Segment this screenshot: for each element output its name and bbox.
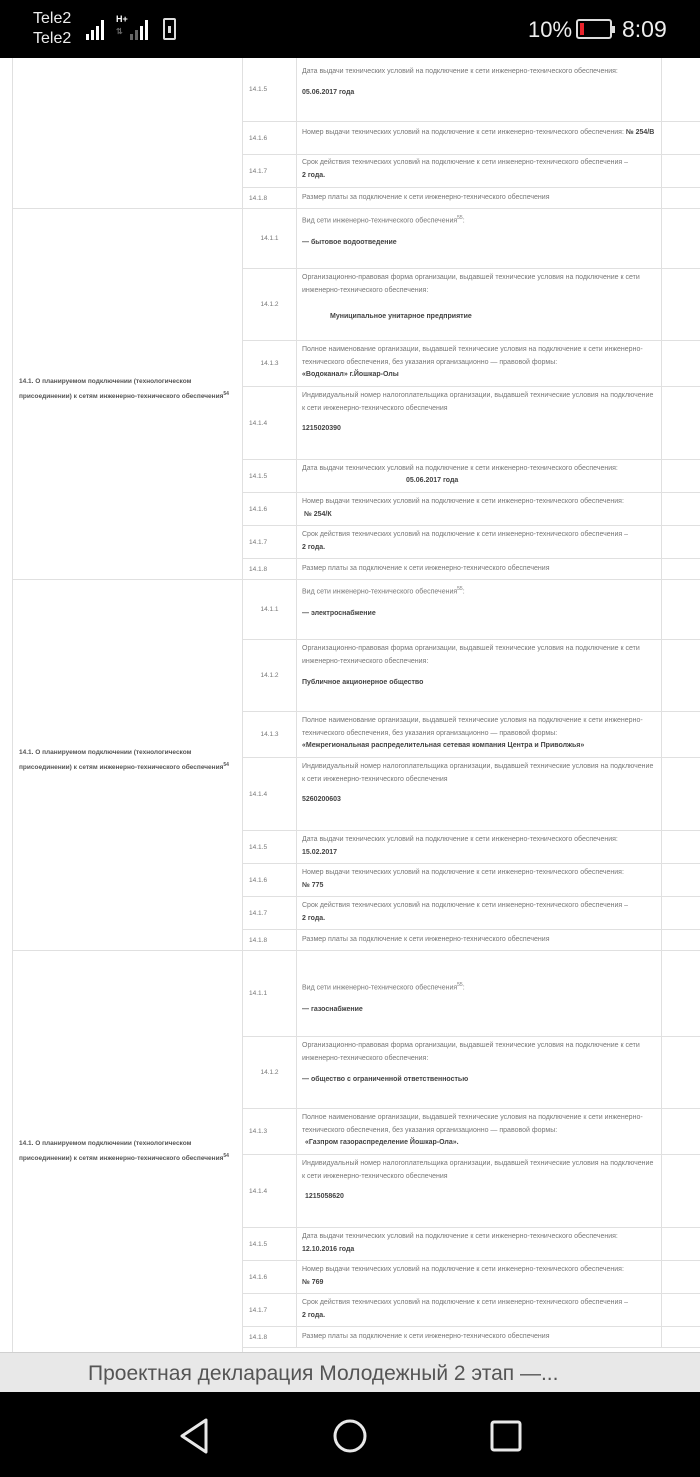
- row-value: 05.06.2017 года: [302, 88, 355, 96]
- row-text: Номер выдачи технических условий на подключение к сети инженерно-технического обеспечения: № 254/К: [297, 493, 662, 525]
- row-number: 14.1.4: [243, 758, 297, 830]
- row-number: 14.1.2: [243, 640, 297, 711]
- row-value: Публичное акционерное общество: [302, 679, 424, 686]
- row-number: 14.1.8: [243, 188, 297, 208]
- section-label: 14.1. О планируемом подключении (технологическом присоединении) к сетям инженерно-технического обеспечения$^{54}$: [19, 378, 229, 401]
- signal-icon-2: [130, 16, 148, 40]
- row-number: 14.1.2: [243, 269, 297, 340]
- row-number: 14.1.3: [243, 1109, 297, 1154]
- section-rows: [243, 209, 700, 580]
- row-number: 14.1.6: [243, 864, 297, 896]
- row-value: 1215020390: [302, 425, 341, 432]
- table-row: [243, 580, 700, 640]
- table-row: [243, 493, 700, 526]
- table-row: [243, 460, 700, 493]
- table-row: [243, 930, 700, 951]
- recents-icon[interactable]: [486, 1416, 526, 1456]
- document-view[interactable]: [0, 58, 700, 1352]
- row-text: Индивидуальный номер налогоплательщика организации, выдавшей технические условия на подключение к сети инженерно-технического обеспечения 5260200603: [297, 758, 662, 830]
- document-title-bar[interactable]: [0, 1352, 700, 1392]
- row-text: Полное наименование организации, выдавшей технические условия на подключение к сети инженерно-технического обеспечения, без указания организационно — правовой формы: «Межрегиональная распределительная сетевая компания Центра и Приволжья»: [297, 712, 662, 757]
- battery-icon: [576, 19, 612, 39]
- table-row: [243, 209, 700, 269]
- row-value: «Газпром газораспределение Йошкар-Ола».: [305, 1139, 459, 1146]
- row-text: Размер платы за подключение к сети инженерно-технического обеспечения: [297, 188, 662, 208]
- section-label: 14.1. О планируемом подключении (технологическом присоединении) к сетям инженерно-технического обеспечения$^{54}$: [19, 1140, 229, 1163]
- document-title: Проектная декларация Молодежный 2 этап —...: [88, 1362, 559, 1385]
- row-number: 14.1.1: [243, 209, 297, 268]
- home-icon[interactable]: [330, 1416, 370, 1456]
- section-label: 14.1. О планируемом подключении (технологическом присоединении) к сетям инженерно-технического обеспечения$^{54}$: [19, 749, 229, 772]
- table-section-2: [12, 579, 700, 950]
- section-label-cell: [12, 209, 243, 579]
- row-number: 14.1.3: [243, 712, 297, 757]
- table-row: [243, 526, 700, 559]
- row-value: 2 года.: [302, 543, 326, 551]
- table-row: [243, 1037, 700, 1109]
- table-row: [243, 1228, 700, 1261]
- carrier-1: Tele2: [33, 10, 72, 27]
- row-text: Номер выдачи технических условий на подключение к сети инженерно-технического обеспечения: № 775: [297, 864, 662, 896]
- row-value: 2 года.: [302, 171, 326, 179]
- row-number: 14.1.4: [243, 387, 297, 459]
- section-rows: [243, 580, 700, 951]
- table-row: [243, 155, 700, 188]
- table-section-1: [12, 208, 700, 579]
- row-value: 12.10.2016 года: [302, 1245, 355, 1253]
- row-number: 14.1.5: [243, 831, 297, 863]
- table-row: [243, 1261, 700, 1294]
- section-rows: [243, 951, 700, 1348]
- row-text: Срок действия технических условий на подключение к сети инженерно-технического обеспечения – 2 года.: [297, 1294, 662, 1326]
- row-number: 14.1.5: [243, 1228, 297, 1260]
- row-text: Индивидуальный номер налогоплательщика организации, выдавшей технические условия на подключение к сети инженерно-технического обеспечения 1215058620: [297, 1155, 662, 1227]
- row-number: 14.1.7: [243, 897, 297, 929]
- row-value: 05.06.2017 года: [406, 476, 459, 484]
- row-value: — электроснабжение: [302, 609, 376, 617]
- row-text: Вид сети инженерно-технического обеспечения$^{55}$: — бытовое водоотведение: [297, 209, 662, 268]
- table-row: [243, 831, 700, 864]
- row-text: Номер выдачи технических условий на подключение к сети инженерно-технического обеспечения: № 254/В: [297, 122, 662, 154]
- row-text: Организационно-правовая форма организации, выдавшей технические условия на подключение к сети инженерно-технического обеспечения: Публичное акционерное общество: [297, 640, 662, 711]
- section-label-cell: [12, 951, 243, 1352]
- table-row: [243, 864, 700, 897]
- row-number: 14.1.7: [243, 155, 297, 187]
- row-text: Размер платы за подключение к сети инженерно-технического обеспечения: [297, 1327, 662, 1347]
- row-value: 5260200603: [302, 796, 341, 803]
- row-value: № 254/К: [304, 510, 332, 518]
- back-icon[interactable]: [176, 1416, 216, 1456]
- table-row: [243, 269, 700, 341]
- table-row: [243, 1155, 700, 1228]
- table-row: [243, 712, 700, 758]
- row-text: Срок действия технических условий на подключение к сети инженерно-технического обеспечения – 2 года.: [297, 155, 662, 187]
- row-number: 14.1.6: [243, 1261, 297, 1293]
- row-text: Срок действия технических условий на подключение к сети инженерно-технического обеспечения – 2 года.: [297, 897, 662, 929]
- section-label-cell: [12, 580, 243, 950]
- row-value: 2 года.: [302, 914, 326, 922]
- signal-icon: [86, 16, 104, 40]
- row-value: Муниципальное унитарное предприятие: [330, 313, 472, 320]
- table-row: [243, 640, 700, 712]
- row-text: Вид сети инженерно-технического обеспечения$^{55}$: — газоснабжение: [297, 951, 662, 1036]
- row-text: Дата выдачи технических условий на подключение к сети инженерно-технического обеспечения: 05.06.2017 года: [297, 460, 662, 492]
- table-section-0: [12, 58, 700, 208]
- row-value: № 769: [302, 1278, 324, 1286]
- carrier-names: [33, 9, 71, 49]
- table-row: [243, 58, 700, 122]
- row-text: Вид сети инженерно-технического обеспечения$^{55}$: — электроснабжение: [297, 580, 662, 639]
- clock: 8:09: [622, 16, 667, 42]
- row-number: 14.1.1: [243, 951, 297, 1036]
- row-number: 14.1.1: [243, 580, 297, 639]
- row-value: 2 года.: [302, 1311, 326, 1319]
- row-number: 14.1.4: [243, 1155, 297, 1227]
- table-row: [243, 1327, 700, 1348]
- row-text: Индивидуальный номер налогоплательщика организации, выдавшей технические условия на подключение к сети инженерно-технического обеспечения 1215020390: [297, 387, 662, 459]
- row-number: 14.1.7: [243, 526, 297, 558]
- table-row: [243, 122, 700, 155]
- row-value: 1215058620: [305, 1193, 344, 1200]
- row-value: — газоснабжение: [302, 1005, 363, 1013]
- row-number: 14.1.7: [243, 1294, 297, 1326]
- row-text: Размер платы за подключение к сети инженерно-технического обеспечения: [297, 559, 662, 579]
- table-row: [243, 341, 700, 387]
- row-value: № 775: [302, 881, 324, 889]
- row-value: — общество с ограниченной ответственностью: [302, 1076, 469, 1083]
- battery-percent: 10%: [528, 17, 573, 42]
- row-text: Номер выдачи технических условий на подключение к сети инженерно-технического обеспечения: № 769: [297, 1261, 662, 1293]
- row-number: 14.1.2: [243, 1037, 297, 1108]
- row-text: Полное наименование организации, выдавшей технические условия на подключение к сети инженерно-технического обеспечения, без указания организационно — правовой формы: «Водоканал» г.Йошкар-Олы: [297, 341, 662, 386]
- network-type: H+: [116, 14, 128, 24]
- table-row: [243, 1294, 700, 1327]
- table-row: [243, 1109, 700, 1155]
- navigation-bar: [0, 1392, 700, 1477]
- row-number: 14.1.5: [243, 460, 297, 492]
- row-number: 14.1.8: [243, 930, 297, 950]
- row-number: 14.1.5: [243, 58, 297, 121]
- row-text: Организационно-правовая форма организации, выдавшей технические условия на подключение к сети инженерно-технического обеспечения: Муниципальное унитарное предприятие: [297, 269, 662, 340]
- row-number: 14.1.3: [243, 341, 297, 386]
- section-label-cell: [12, 58, 243, 208]
- row-value: № 254/В: [625, 129, 655, 136]
- table-row: [243, 188, 700, 209]
- carrier-2: Tele2: [33, 30, 72, 47]
- row-number: 14.1.8: [243, 559, 297, 579]
- row-value: — бытовое водоотведение: [302, 238, 397, 246]
- sim-card-icon: [163, 18, 176, 40]
- row-value: 15.02.2017: [302, 848, 338, 856]
- row-text: Размер платы за подключение к сети инженерно-технического обеспечения: [297, 930, 662, 950]
- status-bar: [0, 0, 700, 58]
- row-number: 14.1.6: [243, 493, 297, 525]
- row-number: 14.1.6: [243, 122, 297, 154]
- row-number: 14.1.8: [243, 1327, 297, 1347]
- table-row: [243, 897, 700, 930]
- network-arrows-icon: ⇅: [116, 27, 123, 36]
- table-row: [243, 559, 700, 580]
- row-text: Дата выдачи технических условий на подключение к сети инженерно-технического обеспечения: 05.06.2017 года: [297, 58, 662, 121]
- row-text: Срок действия технических условий на подключение к сети инженерно-технического обеспечения – 2 года.: [297, 526, 662, 558]
- row-text: Дата выдачи технических условий на подключение к сети инженерно-технического обеспечения: 15.02.2017: [297, 831, 662, 863]
- row-text: Дата выдачи технических условий на подключение к сети инженерно-технического обеспечения: 12.10.2016 года: [297, 1228, 662, 1260]
- section-rows: [243, 58, 700, 209]
- table-row: [243, 758, 700, 831]
- table-row: [243, 387, 700, 460]
- table-row: [243, 951, 700, 1037]
- row-value: «Межрегиональная распределительная сетевая компания Центра и Приволжья»: [302, 742, 585, 749]
- row-text: Организационно-правовая форма организации, выдавшей технические условия на подключение к сети инженерно-технического обеспечения: — общество с ограниченной ответственностью: [297, 1037, 662, 1108]
- row-text: Полное наименование организации, выдавшей технические условия на подключение к сети инженерно-технического обеспечения, без указания организационно — правовой формы: «Газпром газораспределение Йошкар-Ола».: [297, 1109, 662, 1154]
- row-value: «Водоканал» г.Йошкар-Олы: [302, 371, 399, 378]
- table-section-3: [12, 950, 700, 1352]
